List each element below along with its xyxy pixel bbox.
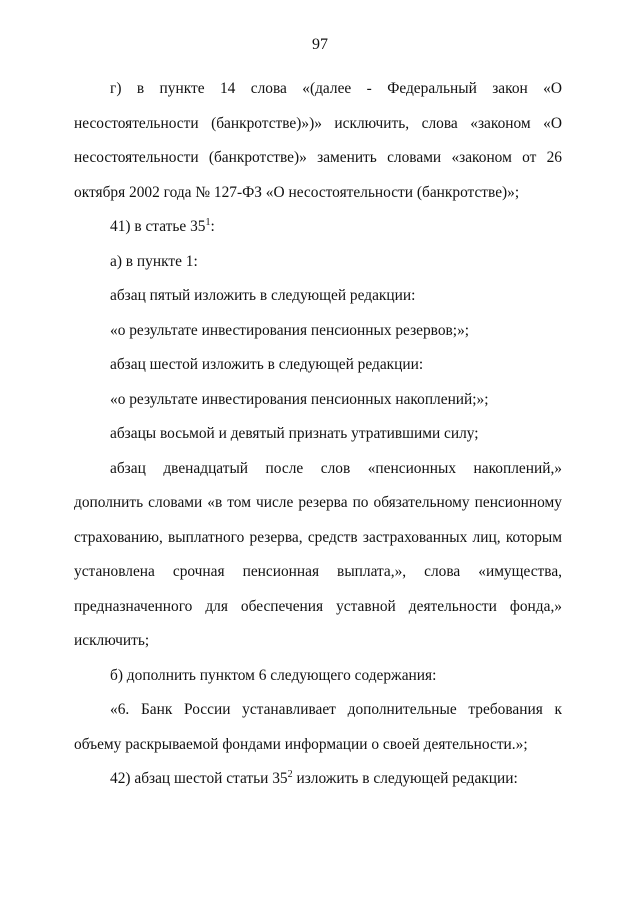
paragraph-quote-point-6: «6. Банк России устанавливает дополнительные требования к объему раскрываемой фондами информации о своей деятельности.»;	[74, 701, 562, 753]
paragraph-text: 41) в статье 35	[110, 218, 206, 235]
paragraph-text: изложить в следующей редакции:	[292, 770, 518, 787]
superscript: 2	[287, 769, 293, 780]
paragraph-abzac-6: абзац шестой изложить в следующей редакции:	[110, 356, 424, 373]
paragraph-quote-reserves: «о результате инвестирования пенсионных резервов;»;	[110, 321, 470, 339]
paragraph-item-b: б) дополнить пунктом 6 следующего содержания:	[110, 666, 437, 684]
paragraph-item-g: г) в пункте 14 слова «(далее - Федеральный закон «О несостоятельности (банкротстве)»)» исключить, слова «законом «О несостоятельности (банкротстве)» заменить словами «законом от 26 октября 2002 года № 127-ФЗ «О несостоятельности (банкротстве)»;	[74, 80, 562, 201]
paragraph-item-a: а) в пункте 1:	[110, 252, 198, 270]
paragraph-article-42	[74, 762, 562, 797]
paragraph-text: :	[210, 218, 215, 235]
paragraph-quote-savings: «о результате инвестирования пенсионных накоплений;»;	[110, 390, 489, 408]
paragraph-text: 42) абзац шестой статьи 35	[110, 770, 288, 787]
paragraph-abzac-12: абзац двенадцатый после слов «пенсионных накоплений,» дополнить словами «в том числе резерва по обязательному пенсионному страхованию, выплатного резерва, средств застрахованных лиц, которым установлена срочная пенсионная выплата,», слова «имущества, предназначенного для обеспечения уставной деятельности фонда,» исключить;	[74, 459, 562, 649]
paragraph-abzac-8-9: абзацы восьмой и девятый признать утратившими силу;	[110, 425, 479, 442]
paragraph-article-41	[74, 210, 562, 245]
paragraph-abzac-5: абзац пятый изложить в следующей редакции:	[110, 287, 416, 304]
document-body	[74, 72, 562, 797]
page-number: 97	[312, 36, 328, 53]
superscript: 1	[205, 217, 211, 228]
